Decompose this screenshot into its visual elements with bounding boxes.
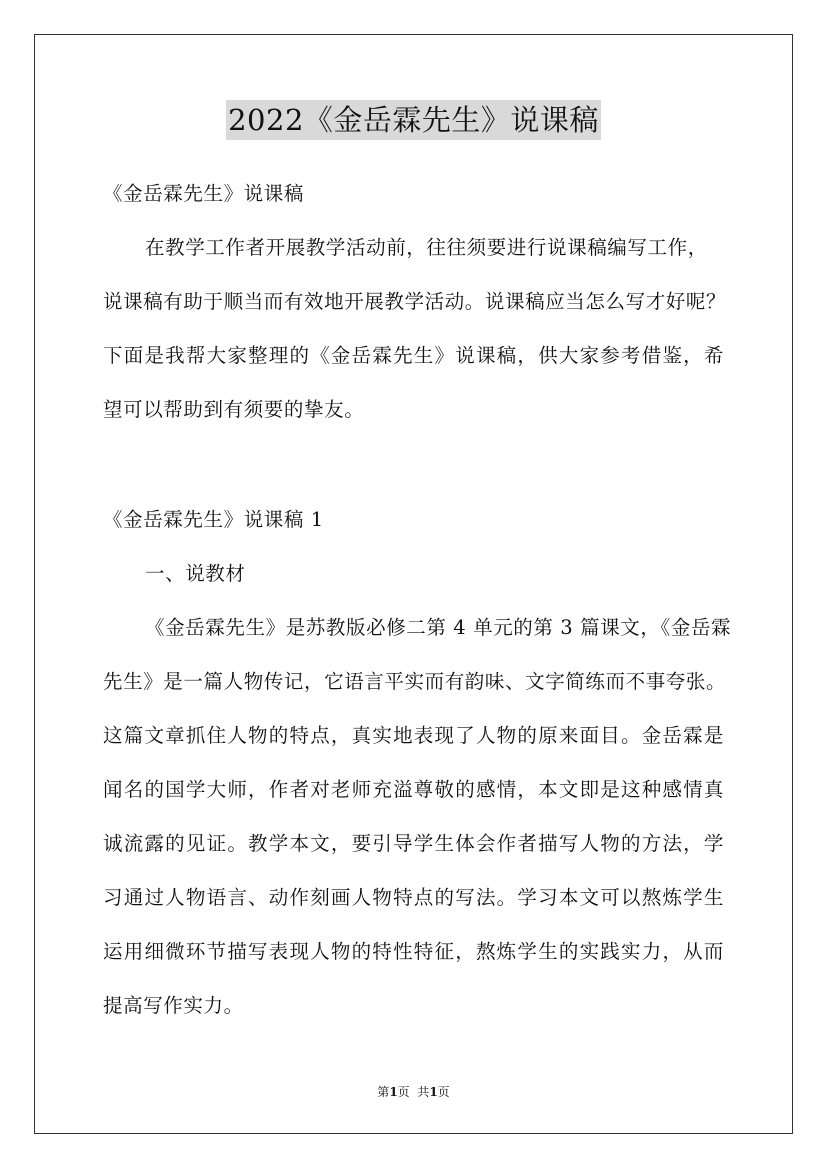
document-title: 2022《金岳霖先生》说课稿 [226,100,601,140]
body-line-8: 提高写作实力。 [103,994,244,1017]
body-line-6: 习通过人物语言、动作刻画人物特点的写法。学习本文可以熬炼学生 [103,886,724,909]
section-heading: 《金岳霖先生》说课稿 1 [103,508,324,531]
intro-line-2: 说课稿有助于顺当而有效地开展教学活动。说课稿应当怎么写才好呢？ [103,290,727,313]
body-line-3: 这篇文章抓住人物的特点，真实地表现了人物的原来面目。金岳霖是 [103,724,724,747]
body-line-1: 《金岳霖先生》是苏教版必修二第 4 单元的第 3 篇课文，《金岳霖 [145,616,732,639]
title-container [0,100,827,140]
footer-page-suffix: 页 [437,1085,450,1099]
footer-page-prefix: 第 [377,1085,390,1099]
intro-line-4: 望可以帮助到有须要的挚友。 [103,398,365,421]
intro-line-1: 在教学工作者开展教学活动前，往往须要进行说课稿编写工作， [145,236,708,259]
document-subtitle: 《金岳霖先生》说课稿 [103,182,305,205]
body-line-4: 闻名的国学大师，作者对老师充溢尊敬的感情，本文即是这种感情真 [103,778,724,801]
intro-line-3: 下面是我帮大家整理的《金岳霖先生》说课稿，供大家参考借鉴，希 [103,344,724,367]
footer-page-mid: 页 共 [397,1085,430,1099]
body-line-5: 诚流露的见证。教学本文，要引导学生体会作者描写人物的方法，学 [103,832,724,855]
page-footer [0,1084,827,1100]
body-line-2: 先生》是一篇人物传记，它语言平实而有韵味、文字简练而不事夸张。 [103,670,727,693]
body-line-7: 运用细微环节描写表现人物的特性特征，熬炼学生的实践实力，从而 [103,940,724,963]
sub-heading: 一、说教材 [145,562,246,585]
footer-page-current: 1 [389,1085,398,1099]
footer-page-total: 1 [429,1085,438,1099]
